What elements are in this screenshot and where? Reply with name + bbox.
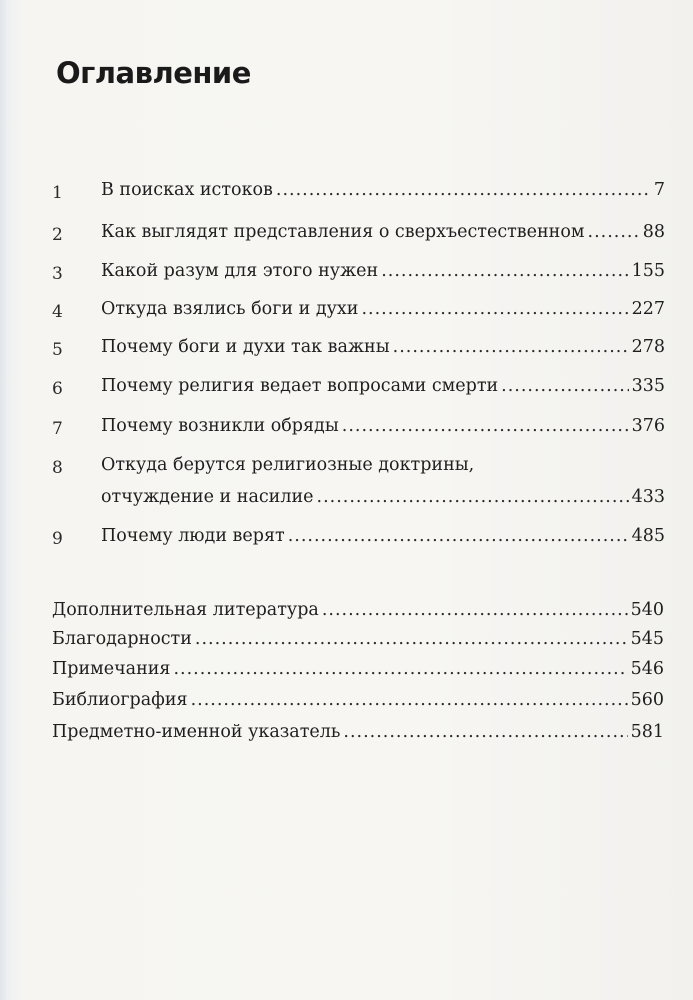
page-number: 540: [630, 600, 664, 620]
dot-leader: [276, 180, 651, 200]
chapter-number: 3: [52, 264, 63, 284]
toc-entry-acknowledgements: [52, 629, 664, 649]
page-number: 278: [631, 337, 665, 357]
toc-entry-bibliography: [52, 690, 664, 710]
page-number: 485: [631, 526, 665, 546]
chapter-title: Как выглядят представления о сверхъестественном: [101, 222, 585, 242]
page-number: 155: [631, 261, 665, 281]
chapter-number: 2: [52, 225, 63, 245]
dot-leader: [393, 337, 629, 357]
dot-leader: [191, 690, 628, 710]
dot-leader: [322, 600, 628, 620]
chapter-title: Откуда взялись боги и духи: [101, 299, 359, 319]
chapter-number: 7: [52, 419, 63, 439]
chapter-title: Какой разум для этого нужен: [101, 261, 379, 281]
chapter-title: В поисках истоков: [101, 180, 273, 200]
page-number: 560: [630, 690, 664, 710]
chapter-number: 6: [52, 379, 63, 399]
chapter-number: 8: [52, 458, 63, 478]
page-number: 376: [631, 416, 665, 436]
chapter-title: Почему возникли обряды: [101, 416, 339, 436]
chapter-title-line-2: отчуждение и насилие: [101, 487, 314, 507]
dot-leader: [342, 416, 629, 436]
chapter-number: 1: [52, 183, 63, 203]
page-number: 335: [631, 376, 665, 396]
page-number: 433: [631, 487, 665, 507]
section-title: Благодарности: [52, 629, 192, 649]
dot-leader: [381, 261, 628, 281]
dot-leader: [588, 222, 640, 242]
chapter-number: 9: [52, 529, 63, 549]
section-title: Дополнительная литература: [52, 600, 319, 620]
section-title: Примечания: [52, 659, 171, 679]
section-title: Предметно-именной указатель: [52, 722, 341, 742]
dot-leader: [288, 526, 629, 546]
chapter-title: Почему боги и духи так важны: [101, 337, 390, 357]
toc-entry-notes: [52, 659, 664, 679]
chapter-title: Почему люди верят: [101, 526, 285, 546]
dot-leader: [195, 629, 628, 649]
page-number: 7: [653, 180, 665, 200]
chapter-title-line-1: Откуда берутся религиозные доктрины,: [101, 455, 475, 475]
page-number: 88: [642, 222, 665, 242]
dot-leader: [173, 659, 627, 679]
page-number: 545: [630, 629, 664, 649]
toc-entry-index: [52, 722, 664, 742]
section-title: Библиография: [52, 690, 188, 710]
page-title: Оглавление: [56, 56, 251, 90]
chapter-title: Почему религия ведает вопросами смерти: [101, 376, 499, 396]
dot-leader: [501, 376, 628, 396]
toc-entry-further-reading: [52, 600, 664, 620]
chapter-number: 4: [52, 302, 63, 322]
chapter-number: 5: [52, 340, 63, 360]
page-number: 227: [631, 299, 665, 319]
page-number: 581: [630, 722, 664, 742]
page-number: 546: [630, 659, 664, 679]
dot-leader: [317, 487, 629, 507]
dot-leader: [361, 299, 628, 319]
dot-leader: [343, 722, 627, 742]
